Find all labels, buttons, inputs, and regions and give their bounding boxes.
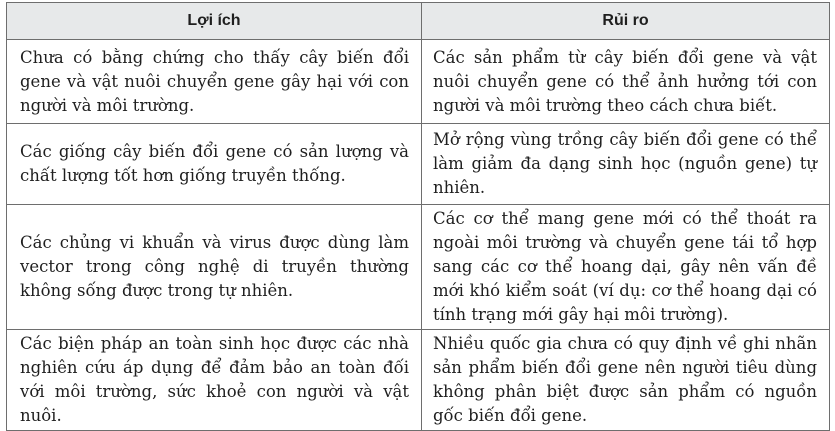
table-row (7, 40, 830, 124)
benefit-cell: Các biện pháp an toàn sinh học được các nhà nghiên cứu áp dụng để đảm bảo an toàn đối với môi trường, sức khoẻ con người và vật nuôi. (7, 330, 422, 431)
benefits-risks-table (6, 2, 830, 431)
benefit-cell: Các giống cây biến đổi gene có sản lượng và chất lượng tốt hơn giống truyền thống. (7, 124, 422, 205)
table-row (7, 124, 830, 205)
risk-cell: Các cơ thể mang gene mới có thể thoát ra ngoài môi trường và chuyển gene tái tổ hợp sang các cơ thể hoang dại, gây nên vấn đề mới khó kiểm soát (ví dụ: cơ thể hoang dại có tính trạng mới gây hại môi trường). (422, 205, 830, 330)
column-header-benefit: Lợi ích (7, 3, 422, 40)
table-row (7, 330, 830, 431)
risk-cell: Mở rộng vùng trồng cây biến đổi gene có thể làm giảm đa dạng sinh học (nguồn gene) tự nhiên. (422, 124, 830, 205)
table-header-row (7, 3, 830, 40)
benefit-cell: Các chủng vi khuẩn và virus được dùng làm vector trong công nghệ di truyền thường không sống được trong tự nhiên. (7, 205, 422, 330)
table-row (7, 205, 830, 330)
column-header-risk: Rủi ro (422, 3, 830, 40)
risk-cell: Các sản phẩm từ cây biến đổi gene và vật nuôi chuyển gene có thể ảnh hưởng tới con người và môi trường theo cách chưa biết. (422, 40, 830, 124)
risk-cell: Nhiều quốc gia chưa có quy định về ghi nhãn sản phẩm biến đổi gene nên người tiêu dùng không phân biệt được sản phẩm có nguồn gốc biến đổi gene. (422, 330, 830, 431)
benefit-cell: Chưa có bằng chứng cho thấy cây biến đổi gene và vật nuôi chuyển gene gây hại với con người và môi trường. (7, 40, 422, 124)
